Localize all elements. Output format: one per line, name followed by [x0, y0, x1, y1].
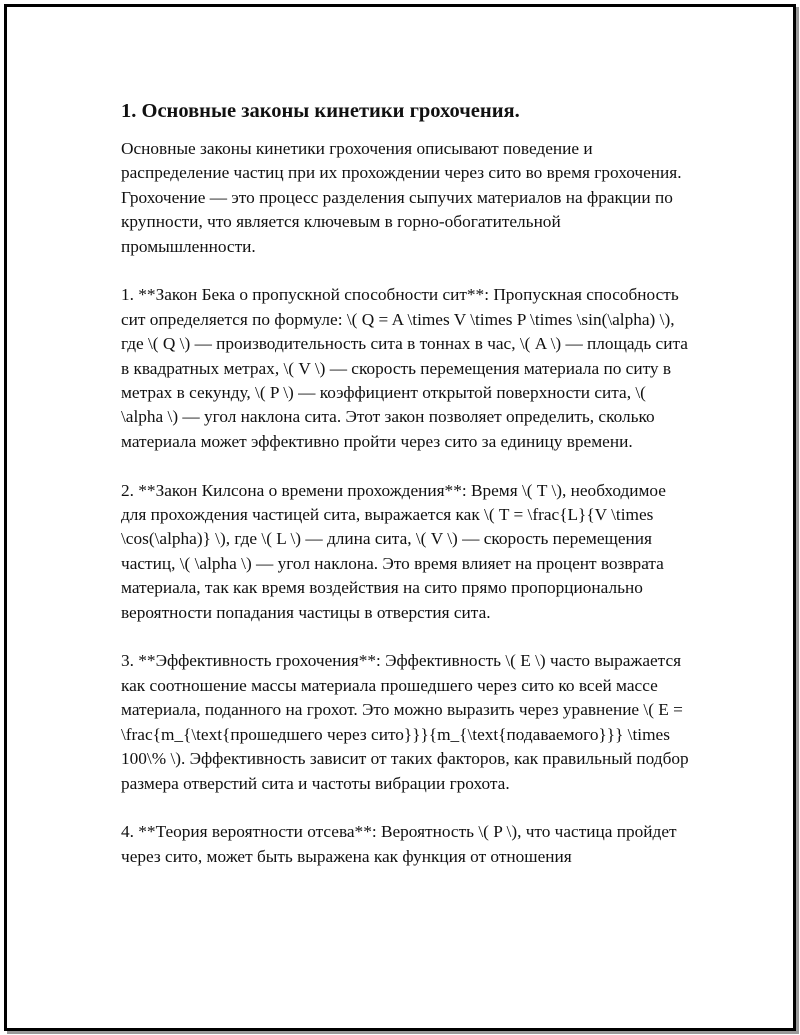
document-page	[4, 4, 796, 1031]
law-beck-paragraph: 1. **Закон Бека о пропускной способности сит**: Пропускная способность сит определяется по формуле: \( Q = A \times V \times P \times \sin(\alpha) \), где \( Q \) — производительность сита в тоннах в час, \( A \) — площадь сита в квадратных метрах, \( V \) — скорость перемещения материала по ситу в метрах в секунду, \( P \) — коэффициент открытой поверхности сита, \( \alpha \) — угол наклона сита. Этот закон позволяет определить, сколько материала может эффективно пройти через сито за единицу времени.	[121, 285, 688, 451]
section-heading: 1. Основные законы кинетики грохочения.	[121, 100, 520, 122]
law-kilson-paragraph: 2. **Закон Килсона о времени прохождения**: Время \( T \), необходимое для прохождения частицей сита, выражается как \( T = \frac{L}{V \times \cos(\alpha)} \), где \( L \) — длина сита, \( V \) — скорость перемещения частиц, \( \alpha \) — угол наклона. Это время влияет на процент возврата материала, так как время воздействия на сито прямо пропорционально вероятности попадания частицы в отверстия сита.	[121, 480, 666, 622]
probability-paragraph: 4. **Теория вероятности отсева**: Вероятность \( P \), что частица пройдет через сито, может быть выражена как функция от отношения	[121, 822, 677, 866]
intro-paragraph: Основные законы кинетики грохочения описывают поведение и распределение частиц при их прохождении через сито во время грохочения. Грохочение — это процесс разделения сыпучих материалов на фракции по крупности, что является ключевым в горно-обогатительной промышленности.	[121, 139, 682, 256]
document-body	[121, 97, 691, 894]
efficiency-paragraph: 3. **Эффективность грохочения**: Эффективность \( E \) часто выражается как соотношение массы материала прошедшего через сито ко всей массе материала, поданного на грохот. Это можно выразить через уравнение \( E = \frac{m_{\text{прошедшего через сито}}}{m_{\text{подаваемого}}} \times 100\% \). Эффективность зависит от таких факторов, как правильный подбор размера отверстий сита и частоты вибрации грохота.	[121, 651, 689, 793]
